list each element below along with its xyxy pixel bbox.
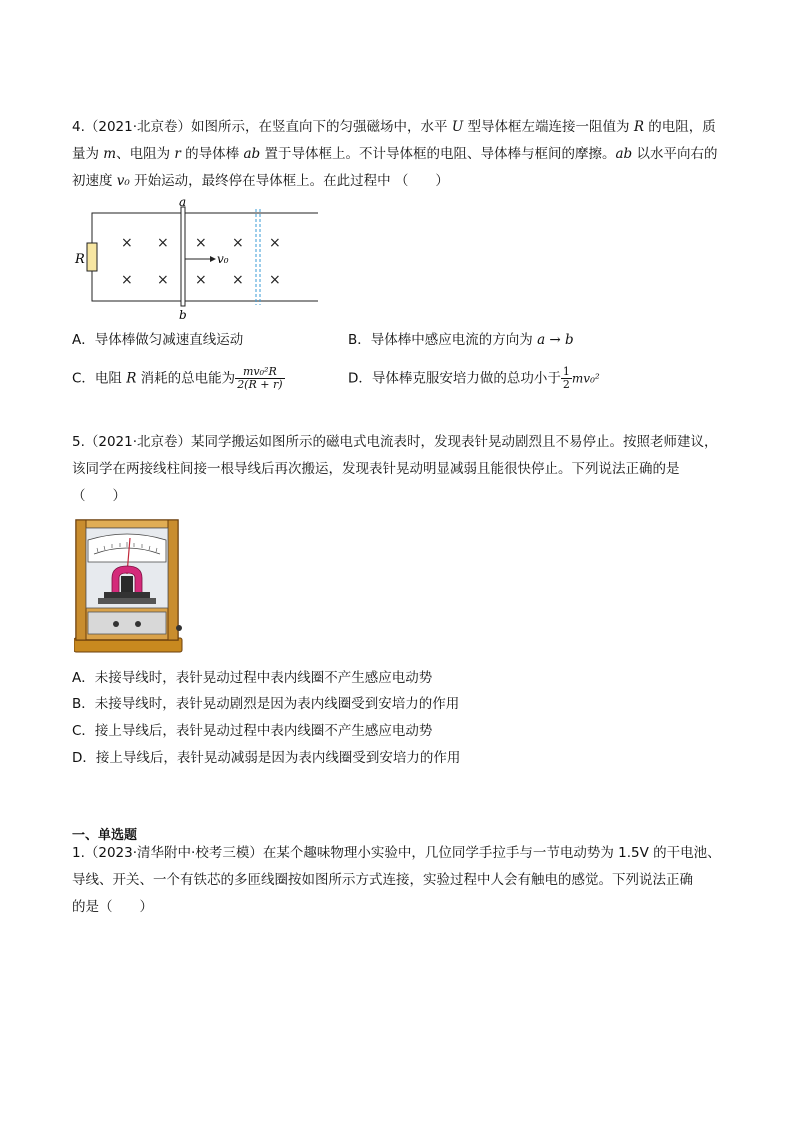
q4-symbol-U: U [451,119,464,135]
q4-option-b[interactable] [348,330,574,350]
q4-option-a[interactable]: A．导体棒做匀减速直线运动 [72,332,244,348]
q4-option-c[interactable] [72,366,285,391]
q4-symbol-ab: ab [615,146,633,162]
q4-symbol-r: r [174,146,181,162]
q4-option-d-text: D．导体棒克服安培力做的总功小于 [348,370,561,387]
label-b: b [179,308,187,322]
label-a: a [179,195,187,209]
q4-option-c-text: 消耗的总电能为 [136,370,236,387]
q1-stem-line-3: 的是（ ） [72,899,153,915]
arrowhead-icon [210,256,216,262]
q5-option-d[interactable]: D．接上导线后，表针晃动减弱是因为表内线圈受到安培力的作用 [72,750,461,766]
q5-option-a[interactable]: A．未接导线时，表针晃动过程中表内线圈不产生感应电动势 [72,670,433,686]
q4-symbol-m: m [103,146,117,162]
q4-text: 的电阻，质 [643,119,716,135]
q4-option-d[interactable] [348,366,600,391]
q4-text: 置于导体框上。不计导体框的电阻、导体棒与框间的摩擦。 [260,146,616,162]
field-cross-icon: × [121,235,133,251]
field-cross-icon: × [195,272,207,288]
q4-text: 型导体框左端连接一阻值为 [463,119,634,135]
q4-text: 的导体棒 [180,146,244,162]
q4-symbol-R: R [633,119,644,135]
section-title: 一、单选题 [72,828,138,843]
q4-stem-line-3 [72,171,449,191]
q4-symbol-ab: ab [243,146,261,162]
q5-option-b[interactable]: B．未接导线时，表针晃动剧烈是因为表内线圈受到安培力的作用 [72,696,460,712]
q4-circuit-figure [70,195,330,323]
q4-option-b-text: B．导体棒中感应电流的方向为 [348,332,538,348]
q5-stem-line-1: 5.（2021·北京卷）某同学搬运如图所示的磁电式电流表时，发现表针晃动剧烈且不易停止。按照老师建议， [72,434,718,450]
q1-stem-line-2: 导线、开关、一个有铁芯的多匝线圈按如图所示方式连接，实验过程中人会有触电的感觉。下列说法正确 [72,872,693,888]
q4-text: 以水平向右的 [632,146,718,162]
field-cross-icon: × [269,272,281,288]
q4-option-d-expr: mv₀² [571,371,600,386]
q4-text: 量为 [72,146,104,162]
q4-option-c-text: C．电阻 [72,370,127,387]
resistor [87,243,97,271]
q4-option-b-direction: a → b [537,332,574,348]
q4-stem-line-1 [72,117,716,137]
q4-option-c-fraction [235,366,284,391]
q4-option-d-fraction [561,366,572,391]
q5-stem-line-3: （ ） [72,488,126,504]
field-cross-icon: × [232,272,244,288]
q4-option-c-R: R [126,370,137,387]
q4-text: 、电阻为 [116,146,175,162]
q5-option-c[interactable]: C．接上导线后，表针晃动过程中表内线圈不产生感应电动势 [72,723,433,739]
field-cross-icon: × [269,235,281,251]
field-cross-icon: × [232,235,244,251]
q4-symbol-v0: v₀ [116,173,130,189]
rod-ab [181,207,185,306]
label-v0: v₀ [217,252,229,266]
label-R: R [75,252,85,267]
field-cross-icon: × [157,235,169,251]
q4-text: 开始运动，最终停在导体框上。在此过程中 （ ） [129,173,449,189]
galvanometer-image [74,516,186,654]
fraction-numerator: 1 [562,365,570,378]
field-cross-icon: × [121,272,133,288]
q1-stem-line-1: 1.（2023·清华附中·校考三模）在某个趣味物理小实验中，几位同学手拉手与一节电动势为 1.5V 的干电池、 [72,845,721,861]
q4-stem-line-2 [72,144,717,164]
q4-text: 4.（2021·北京卷）如图所示，在竖直向下的匀强磁场中，水平 [72,119,452,135]
fraction-numerator: mv₀²R [235,366,284,379]
q5-stem-line-2: 该同学在两接线柱间接一根导线后再次搬运，发现表针晃动明显减弱且能很快停止。下列说法正确的是 [72,461,680,477]
fraction-denominator: 2(R + r) [237,378,283,391]
field-cross-icon: × [157,272,169,288]
field-cross-icon: × [195,235,207,251]
fraction-denominator: 2 [562,378,570,391]
q4-text: 初速度 [72,173,117,189]
